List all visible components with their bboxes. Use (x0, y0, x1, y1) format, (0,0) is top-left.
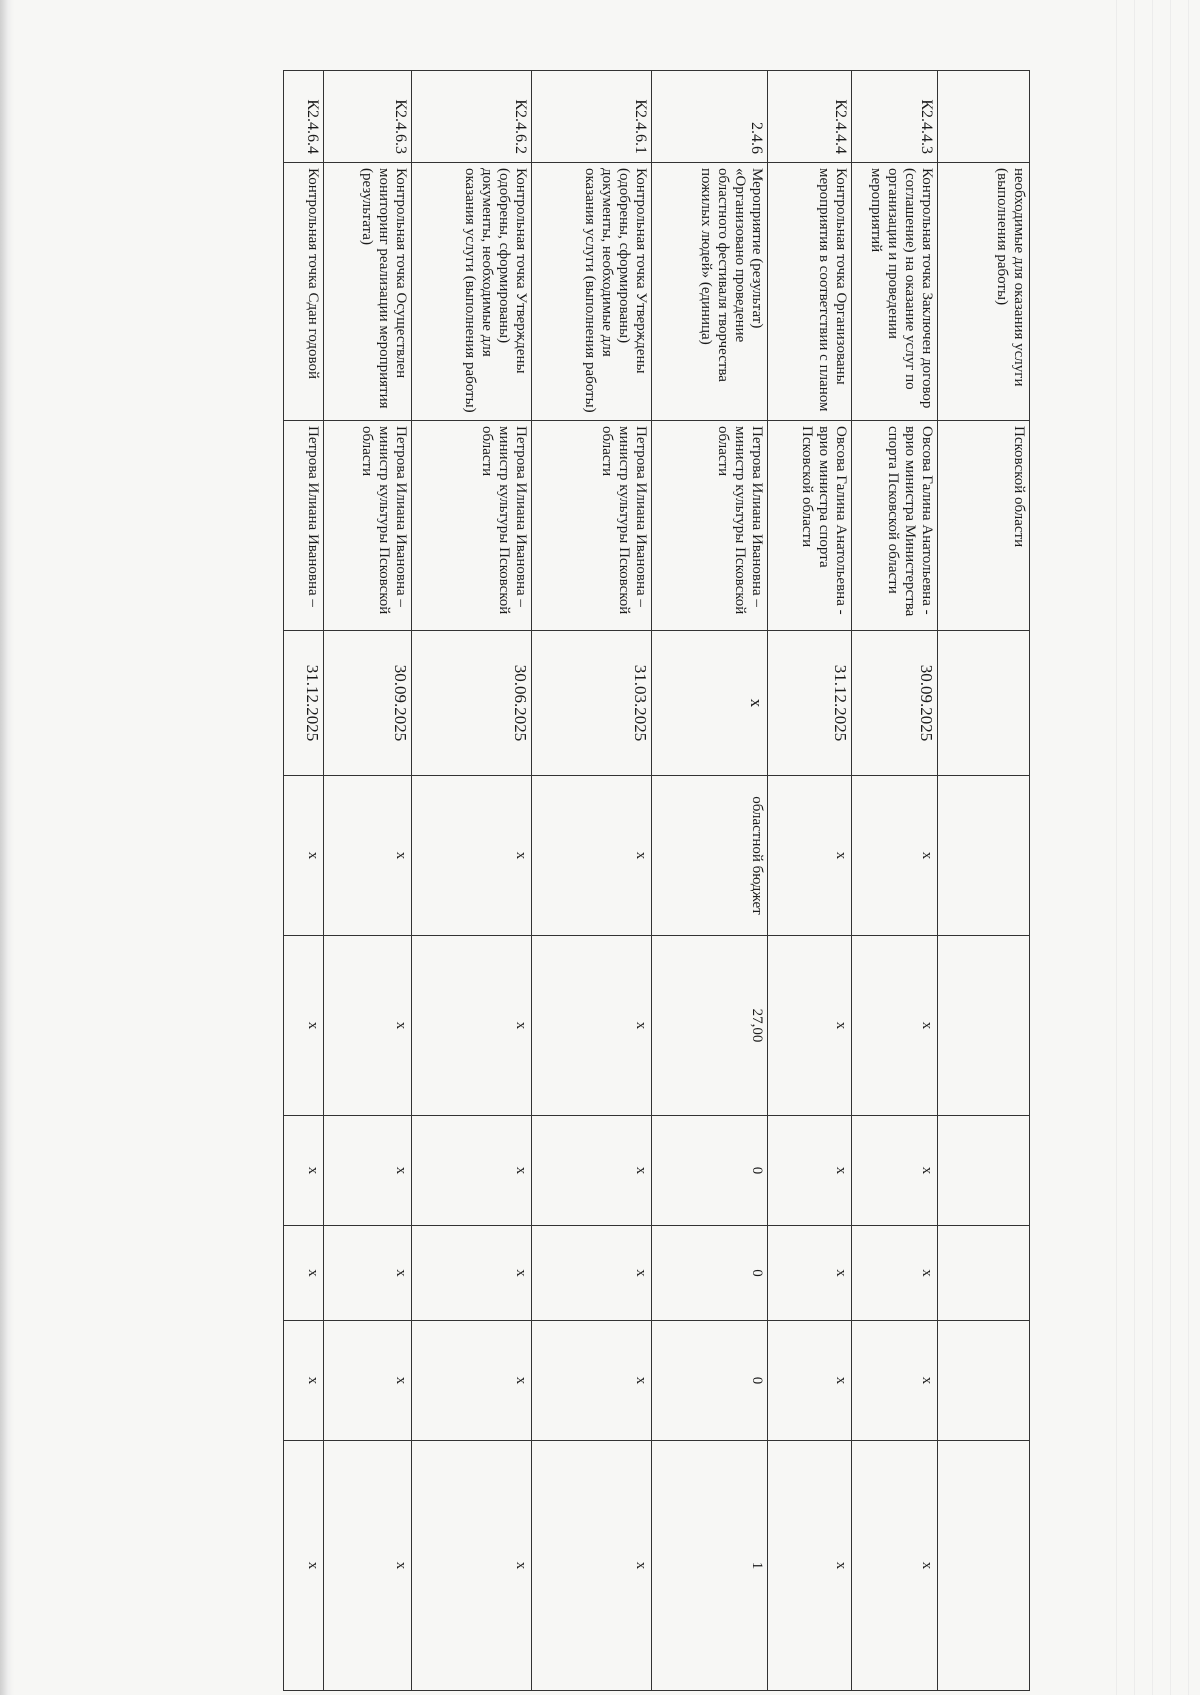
row-code: К2.4.4.4 (768, 71, 852, 163)
row-c1: х (412, 1116, 532, 1226)
row-amount: 27,00 (652, 936, 768, 1116)
table-row (768, 71, 852, 1691)
table-row (652, 71, 768, 1691)
row-c1: 0 (652, 1116, 768, 1226)
row-amount: х (412, 936, 532, 1116)
row-source: х (768, 776, 852, 936)
row-code: К2.4.6.2 (412, 71, 532, 163)
row-name: Контрольная точка Утверждены (одобрены, сформированы) документы, необходимые для оказания услуги (выполнения работы) (532, 163, 652, 421)
plan-table (283, 70, 1030, 1691)
row-responsible: Петрова Илиана Ивановна – министр культуры Псковской области (324, 421, 412, 631)
row-amount: х (532, 936, 652, 1116)
row-c4: х (768, 1441, 852, 1691)
row-code: К2.4.6.3 (324, 71, 412, 163)
row-name: необходимые для оказания услуги (выполнения работы) (938, 163, 1030, 421)
row-c3 (938, 1321, 1030, 1441)
table-row (938, 71, 1030, 1691)
table-row (532, 71, 652, 1691)
row-amount (938, 936, 1030, 1116)
row-c3: 0 (652, 1321, 768, 1441)
row-source: областной бюджет (652, 776, 768, 936)
table-row (852, 71, 938, 1691)
row-name: Контрольная точка Сдан годовой (284, 163, 324, 421)
row-responsible: Петрова Илиана Ивановна – министр культуры Псковской области (412, 421, 532, 631)
row-code: К2.4.6.1 (532, 71, 652, 163)
row-date (938, 631, 1030, 776)
rotated-page (0, 70, 1030, 1690)
row-name: Контрольная точка Осуществлен мониторинг реализации мероприятия (результата) (324, 163, 412, 421)
row-code: 2.4.6 (652, 71, 768, 163)
row-responsible: Овсова Галина Анатольевна - врио министра Министерства спорта Псковской области (852, 421, 938, 631)
row-c1: х (532, 1116, 652, 1226)
row-c2: 0 (652, 1226, 768, 1321)
row-c4: х (852, 1441, 938, 1691)
row-c3: х (324, 1321, 412, 1441)
row-c2: х (852, 1226, 938, 1321)
table-row (324, 71, 412, 1691)
row-c2: х (324, 1226, 412, 1321)
row-c2: х (768, 1226, 852, 1321)
row-c3: х (532, 1321, 652, 1441)
row-code (938, 71, 1030, 163)
row-c2: х (532, 1226, 652, 1321)
row-c4: х (532, 1441, 652, 1691)
row-c2: х (412, 1226, 532, 1321)
row-responsible: Псковской области (938, 421, 1030, 631)
row-c1: х (284, 1116, 324, 1226)
row-responsible: Петрова Илиана Ивановна – (284, 421, 324, 631)
row-c1: х (852, 1116, 938, 1226)
row-code: К2.4.6.4 (284, 71, 324, 163)
row-c2: х (284, 1226, 324, 1321)
row-amount: х (768, 936, 852, 1116)
row-date: 30.09.2025 (324, 631, 412, 776)
row-source: х (852, 776, 938, 936)
row-name: Контрольная точка Заключен договор (соглашение) на оказание услуг по организации и проведении мероприятий (852, 163, 938, 421)
row-c2 (938, 1226, 1030, 1321)
row-amount: х (284, 936, 324, 1116)
row-c4: х (284, 1441, 324, 1691)
row-name: Контрольная точка Организованы мероприятия в соответствии с планом (768, 163, 852, 421)
row-c3: х (768, 1321, 852, 1441)
row-responsible: Петрова Илиана Ивановна – министр культуры Псковской области (532, 421, 652, 631)
row-source: х (324, 776, 412, 936)
row-c3: х (412, 1321, 532, 1441)
row-c4: х (412, 1441, 532, 1691)
row-c3: х (284, 1321, 324, 1441)
row-date: 31.12.2025 (284, 631, 324, 776)
row-source: х (284, 776, 324, 936)
row-source: х (532, 776, 652, 936)
row-responsible: Петрова Илиана Ивановна – министр культуры Псковской области (652, 421, 768, 631)
row-date: 31.12.2025 (768, 631, 852, 776)
row-amount: х (852, 936, 938, 1116)
row-c1: х (768, 1116, 852, 1226)
row-source (938, 776, 1030, 936)
row-c4: 1 (652, 1441, 768, 1691)
table-row (284, 71, 324, 1691)
row-date: 30.09.2025 (852, 631, 938, 776)
row-name: Контрольная точка Утверждены (одобрены, сформированы) документы, необходимые для оказания услуги (выполнения работы) (412, 163, 532, 421)
row-c4: х (324, 1441, 412, 1691)
row-c4 (938, 1441, 1030, 1691)
table-row (412, 71, 532, 1691)
row-source: х (412, 776, 532, 936)
row-c1: х (324, 1116, 412, 1226)
row-date: 31.03.2025 (532, 631, 652, 776)
row-name: Мероприятие (результат) «Организовано проведение областного фестиваля творчества пожилых людей» (единица) (652, 163, 768, 421)
scan-edge-right (1110, 0, 1200, 1695)
row-amount: х (324, 936, 412, 1116)
row-c3: х (852, 1321, 938, 1441)
row-code: К2.4.4.3 (852, 71, 938, 163)
row-responsible: Овсова Галина Анатольевна - врио министра спорта Псковской области (768, 421, 852, 631)
row-date: х (652, 631, 768, 776)
row-c1 (938, 1116, 1030, 1226)
row-date: 30.06.2025 (412, 631, 532, 776)
